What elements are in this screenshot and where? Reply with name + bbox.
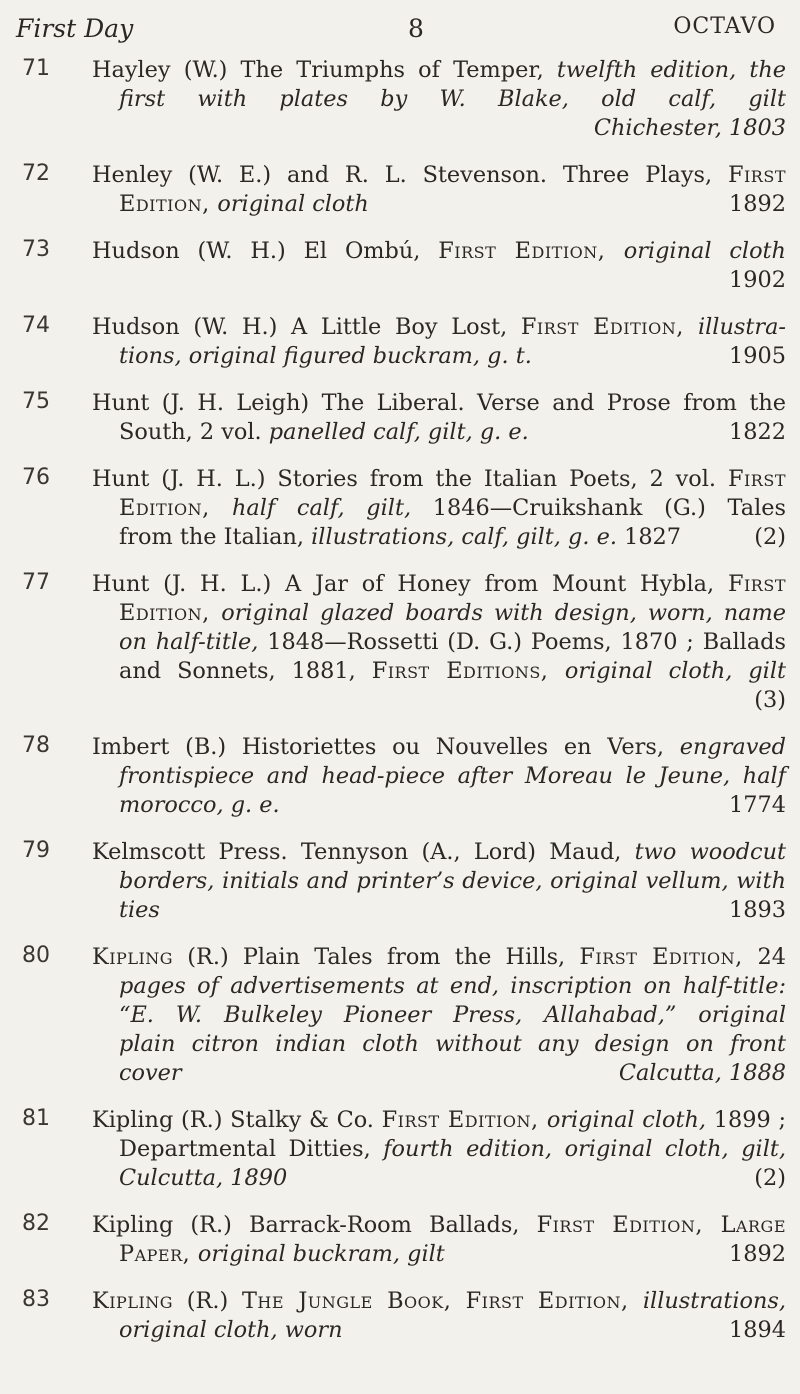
- text-run: Edition,: [119, 191, 218, 217]
- description-line: [92, 686, 786, 715]
- text-run: illustra-: [697, 314, 786, 340]
- text-run: Paper,: [119, 1241, 198, 1267]
- lot-number: 83: [22, 1287, 50, 1312]
- lot-description: [92, 313, 786, 371]
- text-run: Hunt (J. H. Leigh) The Liberal. Verse and Prose from the: [92, 390, 786, 416]
- lot-entry: [0, 161, 800, 219]
- text-run: 1827: [616, 524, 682, 550]
- lot-date: Chichester, 1803: [593, 115, 786, 141]
- text-run: ties: [119, 897, 160, 923]
- description-line: [92, 1135, 786, 1164]
- text-run: Kelmscott Press. Tennyson (A., Lord) Maud,: [92, 839, 635, 865]
- text-run: First Edition,: [465, 1288, 643, 1314]
- text-run: original cloth, worn: [119, 1317, 343, 1343]
- text-run: First: [727, 466, 786, 492]
- text-run: Kipling: [92, 1288, 174, 1314]
- description-line: [92, 389, 786, 418]
- text-run: First Edition,: [381, 1107, 547, 1133]
- lot-date: 1892: [729, 191, 786, 217]
- lot-number: 79: [22, 838, 50, 863]
- lot-number: 78: [22, 733, 50, 758]
- text-run: (R.): [173, 1288, 242, 1314]
- lot-number: 72: [22, 161, 50, 186]
- text-run: Edition,: [119, 600, 222, 626]
- lot-date: 1894: [729, 1317, 786, 1343]
- lot-description: [92, 838, 786, 925]
- description-line: [92, 1164, 786, 1193]
- lot-number: 71: [22, 56, 50, 81]
- lot-entry: [0, 570, 800, 715]
- text-run: Henley (W. E.) and R. L. Stevenson. Three Plays,: [92, 162, 728, 188]
- text-run: fourth edition, original cloth, gilt,: [383, 1136, 786, 1162]
- text-run: South, 2 vol.: [119, 419, 269, 445]
- text-run: tions, original figured buckram, g. t.: [119, 343, 532, 369]
- description-line: [92, 838, 786, 867]
- lot-number: 81: [22, 1106, 50, 1131]
- lot-entry: [0, 1211, 800, 1269]
- text-run: on half-title,: [119, 629, 268, 655]
- lot-date: (3): [754, 687, 786, 713]
- lot-number: 74: [22, 313, 50, 338]
- text-run: “E. W. Bulkeley Pioneer Press, Allahabad,” original: [119, 1002, 786, 1028]
- text-run: panelled calf, gilt, g. e.: [268, 419, 529, 445]
- lot-description: [92, 943, 786, 1088]
- description-line: [92, 762, 786, 791]
- text-run: and Sonnets, 1881,: [119, 658, 372, 684]
- lot-number: 82: [22, 1211, 50, 1236]
- text-run: original glazed boards with design, worn, name: [221, 600, 786, 626]
- description-line: [92, 628, 786, 657]
- description-line: [92, 599, 786, 628]
- lot-entry: [0, 943, 800, 1088]
- description-line: [92, 657, 786, 686]
- text-run: Hunt (J. H. L.) Stories from the Italian Poets, 2 vol.: [92, 466, 728, 492]
- text-run: half calf, gilt,: [231, 495, 433, 521]
- description-line: [92, 896, 786, 925]
- text-run: First Edition,: [438, 238, 624, 264]
- description-line: [92, 523, 786, 552]
- page-header: [16, 14, 776, 50]
- text-run: The Jungle Book,: [242, 1288, 466, 1314]
- description-line: [92, 1211, 786, 1240]
- text-run: frontispiece and head-piece after Moreau le Jeune, half: [119, 763, 786, 789]
- description-line: [92, 494, 786, 523]
- text-run: original buckram, gilt: [197, 1241, 445, 1267]
- lot-entry: [0, 838, 800, 925]
- text-run: illustrations, calf, gilt, g. e.: [311, 524, 617, 550]
- format-label: OCTAVO: [673, 14, 776, 39]
- text-run: Culcutta, 1890: [119, 1165, 288, 1191]
- description-line: [92, 733, 786, 762]
- description-line: [92, 237, 786, 266]
- lot-entry: [0, 733, 800, 820]
- description-line: [92, 972, 786, 1001]
- text-run: Kipling (R.) Stalky & Co.: [92, 1107, 382, 1133]
- text-run: 24: [757, 944, 786, 970]
- text-run: Hudson (W. H.) El Ombú,: [92, 238, 439, 264]
- text-run: Kipling (R.) Barrack-Room Ballads,: [92, 1212, 537, 1238]
- description-line: [92, 313, 786, 342]
- description-line: [92, 418, 786, 447]
- text-run: from the Italian,: [119, 524, 312, 550]
- lot-description: [92, 733, 786, 820]
- lot-description: [92, 1106, 786, 1193]
- lot-description: [92, 1287, 786, 1345]
- text-run: borders, initials and printer’s device, original vellum, with: [119, 868, 786, 894]
- description-line: [92, 114, 786, 143]
- lot-list: [0, 56, 800, 1363]
- description-line: [92, 161, 786, 190]
- text-run: first with plates by W. Blake, old calf, gilt: [119, 86, 786, 112]
- description-line: [92, 465, 786, 494]
- text-run: pages of advertisements at end, inscription on half-title:: [119, 973, 786, 999]
- description-line: [92, 867, 786, 896]
- text-run: First Edition,: [579, 944, 758, 970]
- lot-date: (2): [754, 524, 786, 550]
- description-line: [92, 1030, 786, 1059]
- description-line: [92, 1106, 786, 1135]
- lot-entry: [0, 237, 800, 295]
- lot-date: (2): [754, 1165, 786, 1191]
- text-run: 1846—Cruikshank (G.) Tales: [432, 495, 786, 521]
- text-run: (R.) Plain Tales from the Hills,: [173, 944, 580, 970]
- lot-number: 75: [22, 389, 50, 414]
- description-line: [92, 56, 786, 85]
- text-run: cover: [119, 1060, 182, 1086]
- lot-entry: [0, 389, 800, 447]
- lot-date: 1905: [729, 343, 786, 369]
- text-run: twelfth edition, the: [556, 57, 787, 83]
- description-line: [92, 1059, 786, 1088]
- lot-entry: [0, 313, 800, 371]
- lot-date: 1892: [729, 1241, 786, 1267]
- text-run: 1899 ;: [713, 1107, 786, 1133]
- description-line: [92, 266, 786, 295]
- lot-description: [92, 389, 786, 447]
- description-line: [92, 85, 786, 114]
- text-run: Hudson (W. H.) A Little Boy Lost,: [92, 314, 521, 340]
- text-run: First: [727, 162, 786, 188]
- description-line: [92, 943, 786, 972]
- description-line: [92, 1001, 786, 1030]
- description-line: [92, 342, 786, 371]
- text-run: Imbert (B.) Historiettes ou Nouvelles en Vers,: [92, 734, 680, 760]
- description-line: [92, 190, 786, 219]
- lot-number: 76: [22, 465, 50, 490]
- text-run: Kipling: [92, 944, 174, 970]
- lot-number: 80: [22, 943, 50, 968]
- text-run: morocco, g. e.: [119, 792, 280, 818]
- text-run: illustrations,: [642, 1288, 786, 1314]
- text-run: original cloth: [623, 238, 786, 264]
- lot-date: 1893: [729, 897, 786, 923]
- text-run: Hunt (J. H. L.) A Jar of Honey from Mount Hybla,: [92, 571, 728, 597]
- description-line: [92, 570, 786, 599]
- description-line: [92, 1240, 786, 1269]
- lot-entry: [0, 1106, 800, 1193]
- text-run: First Edition, Large: [536, 1212, 786, 1238]
- lot-date: 1822: [729, 419, 786, 445]
- lot-description: [92, 161, 786, 219]
- text-run: First Edition,: [520, 314, 698, 340]
- lot-entry: [0, 1287, 800, 1345]
- lot-description: [92, 237, 786, 295]
- text-run: Hayley (W.) The Triumphs of Temper,: [92, 57, 557, 83]
- lot-date: 1902: [729, 267, 786, 293]
- lot-date: Calcutta, 1888: [618, 1060, 786, 1086]
- text-run: original cloth: [217, 191, 369, 217]
- description-line: [92, 1316, 786, 1345]
- text-run: original cloth, gilt: [564, 658, 787, 684]
- lot-entry: [0, 465, 800, 552]
- text-run: plain citron indian cloth without any design on front: [119, 1031, 786, 1057]
- lot-description: [92, 56, 786, 143]
- lot-entry: [0, 56, 800, 143]
- text-run: Departmental Ditties,: [119, 1136, 384, 1162]
- section-title: First Day: [16, 14, 134, 43]
- lot-description: [92, 570, 786, 715]
- text-run: 1848—Rossetti (D. G.) Poems, 1870 ; Ballads: [267, 629, 786, 655]
- text-run: First Editions,: [371, 658, 565, 684]
- description-line: [92, 1287, 786, 1316]
- lot-number: 73: [22, 237, 50, 262]
- text-run: engraved: [679, 734, 786, 760]
- lot-date: 1774: [729, 792, 786, 818]
- lot-description: [92, 465, 786, 552]
- lot-number: 77: [22, 570, 50, 595]
- text-run: First: [727, 571, 786, 597]
- text-run: two woodcut: [634, 839, 786, 865]
- text-run: original cloth,: [546, 1107, 714, 1133]
- text-run: Edition,: [119, 495, 232, 521]
- description-line: [92, 791, 786, 820]
- page-number: 8: [408, 14, 424, 43]
- lot-description: [92, 1211, 786, 1269]
